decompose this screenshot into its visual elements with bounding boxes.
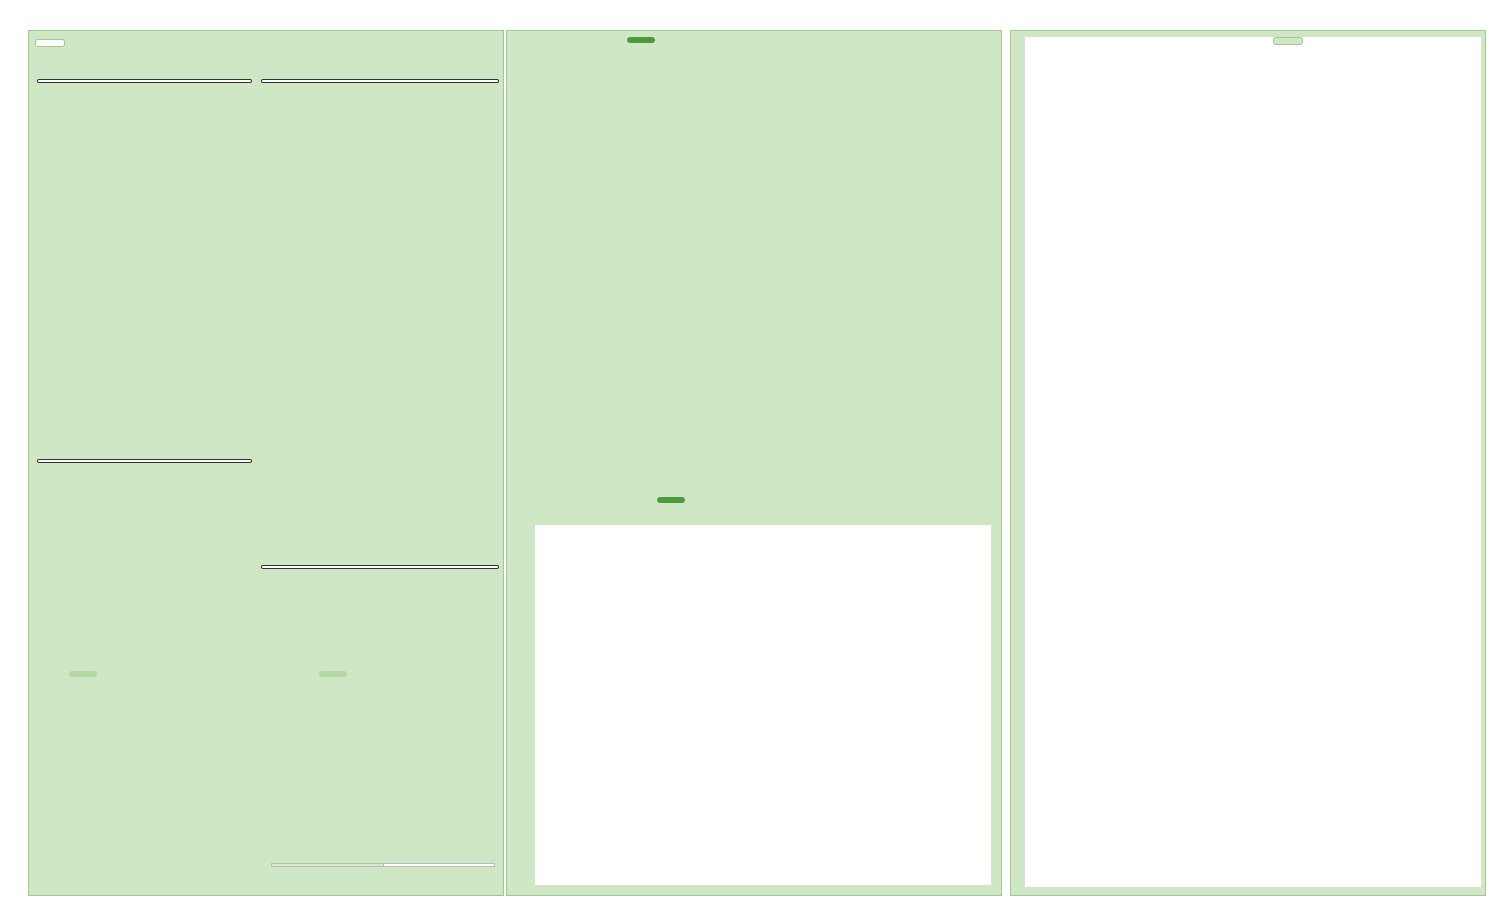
worship-title xyxy=(35,39,65,47)
column-title xyxy=(1273,37,1303,45)
friday-pill xyxy=(261,565,499,569)
meal-title xyxy=(69,671,97,677)
service23-pill xyxy=(261,79,499,83)
bible-panel xyxy=(506,30,1002,896)
service1-pill xyxy=(37,79,252,83)
bible-title xyxy=(627,37,655,43)
worship-panel xyxy=(28,30,504,896)
guide-3-table xyxy=(271,863,495,867)
column-box xyxy=(1025,37,1481,887)
offering-box xyxy=(535,525,991,885)
column-panel xyxy=(1010,30,1486,896)
ushers-title xyxy=(319,671,347,677)
offering-title xyxy=(657,497,685,503)
service4-pill xyxy=(37,459,252,463)
